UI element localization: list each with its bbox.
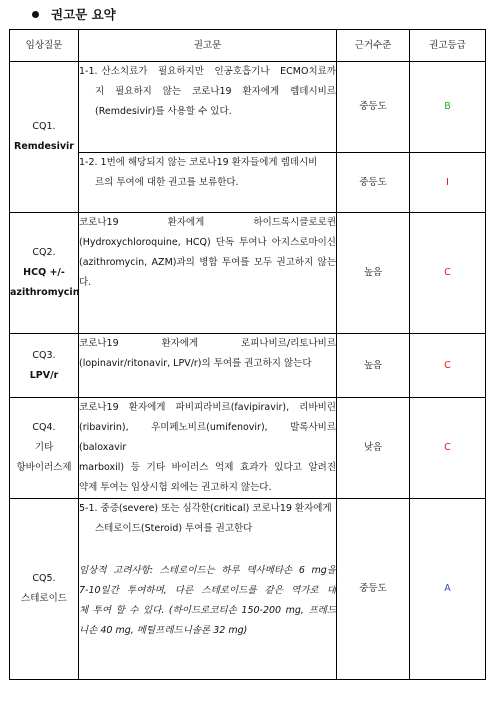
text-line: 1번에 해당되지 않는 코로나19 환자들에게 렘데시비: [100, 157, 318, 168]
grade-cell: C: [410, 334, 486, 398]
question-label: CQ5.: [32, 573, 56, 584]
text-line: 임상적 고려사항: 스테로이드는 하루 덱사메타손 6 mg을: [79, 564, 336, 576]
question-title: LPV/r: [29, 369, 59, 381]
bullet-icon: [32, 11, 39, 18]
table-row: [10, 334, 486, 398]
text-line: 산소치료가 필요하지만 인공호흡기나 ECMO치료까: [101, 66, 336, 77]
recommendation-item: [79, 153, 336, 173]
section-title: 권고문 요약: [51, 7, 116, 22]
text-line: 약제 투여는 임상시험 외에는 권고하지 않는다.: [79, 482, 272, 493]
evidence-cell: 중등도: [337, 153, 410, 213]
question-title: Remdesivir: [14, 141, 74, 152]
text-line: (Hydroxychloroquine, HCQ) 단독 투여나 아지스로마이신: [79, 237, 336, 248]
question-title: azithromycin: [10, 287, 80, 298]
question-label: CQ4.: [32, 422, 56, 433]
evidence-cell: 낮음: [337, 398, 410, 499]
header-question: 임상질문: [10, 30, 79, 62]
item-number: 1-1.: [79, 66, 98, 77]
item-number: 1-2.: [79, 157, 98, 168]
text-line: (ribavirin), 우미페노비르(umifenovir), 발록사비르(baloxavir: [79, 422, 336, 453]
question-title: 기타: [34, 442, 54, 453]
evidence-cell: 중등도: [337, 62, 410, 153]
table-row: [10, 153, 486, 213]
recommendation-item: [79, 62, 336, 82]
text-line: (azithromycin, AZM)과의 병합 투여를 모두 권고하지 않는: [79, 257, 336, 268]
header-grade: 권고등급: [410, 30, 486, 62]
text-line: 르의 투여에 대한 권고를 보류한다.: [95, 177, 239, 188]
grade-cell: I: [410, 153, 486, 213]
recommendation-cell: [79, 334, 337, 398]
evidence-cell: 높음: [337, 334, 410, 398]
recommendation-cell: [79, 499, 337, 555]
text-line: (lopinavir/ritonavir, LPV/r)의 투여를 권고하지 않는다: [79, 358, 312, 369]
text-line: 중증(severe) 또는 심각한(critical) 코로나19 환자에게: [100, 503, 332, 514]
question-title: 스테로이드: [21, 593, 67, 604]
recommendation-cell: [79, 213, 337, 334]
grade-cell: C: [410, 213, 486, 334]
item-number: 5-1.: [79, 503, 98, 514]
clinical-note-cell: [79, 555, 337, 680]
question-cell-cq1: [10, 62, 79, 213]
recommendation-cell: [79, 62, 337, 153]
text-line: 체 투여 할 수 있다. (하이드로코티손 150-200 mg, 프레드: [79, 604, 336, 616]
text-line: 다.: [79, 277, 92, 288]
recommendation-table: [9, 29, 486, 680]
table-row: [10, 213, 486, 334]
grade-cell: A: [410, 499, 486, 680]
question-cell-cq3: [10, 334, 79, 398]
question-cell-cq2: [10, 213, 79, 334]
header-recommendation: 권고문: [79, 30, 337, 62]
question-title: 항바이러스제: [16, 462, 72, 473]
text-line: marboxil) 등 기타 바이러스 억제 효과가 있다고 알려진: [79, 462, 336, 473]
section-heading: [8, 4, 116, 24]
header-row: [10, 30, 486, 62]
text-line: 코로나19 환자에게 로피나비르/리토나비르: [79, 338, 336, 349]
text-line: 코로나19 환자에게 하이드록시클로로퀸: [79, 217, 336, 228]
table-row: [10, 62, 486, 153]
question-title: HCQ +/-: [23, 267, 65, 278]
table-row: [10, 398, 486, 499]
grade-cell: C: [410, 398, 486, 499]
table-row: [10, 499, 486, 555]
recommendation-item: [79, 499, 336, 519]
question-label: CQ2.: [32, 247, 56, 258]
text-line: 니손 40 mg, 메틸프레드니솔론 32 mg): [79, 624, 248, 636]
header-evidence: 근거수준: [337, 30, 410, 62]
text-line: 7-10일간 투여하며, 다른 스테로이드를 같은 역가로 대: [79, 584, 336, 596]
question-cell-cq4: [10, 398, 79, 499]
text-line: 지 필요하지 않는 코로나19 환자에게 렘데시비르: [95, 86, 336, 97]
text-line: 스테로이드(Steroid) 투여를 권고한다: [95, 523, 253, 534]
evidence-cell: 높음: [337, 213, 410, 334]
question-cell-cq5: [10, 499, 79, 680]
text-line: 코로나19 환자에게 파비피라비르(favipiravir), 리바비린: [79, 402, 336, 413]
text-line: (Remdesivir)를 사용할 수 있다.: [95, 106, 232, 117]
evidence-cell: 중등도: [337, 499, 410, 680]
question-label: CQ1.: [32, 121, 56, 132]
question-label: CQ3.: [32, 349, 56, 361]
grade-cell: B: [410, 62, 486, 153]
recommendation-cell: [79, 153, 337, 213]
recommendation-cell: [79, 398, 337, 499]
